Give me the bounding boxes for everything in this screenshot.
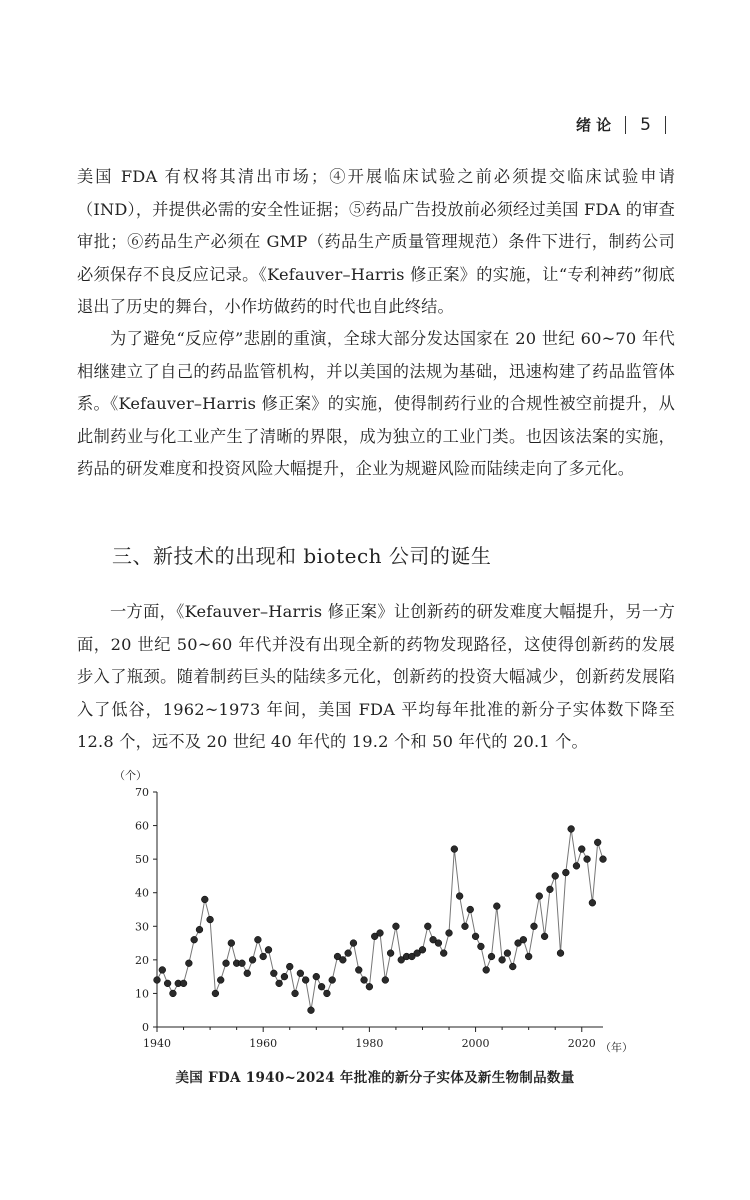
data-point — [276, 980, 283, 987]
data-point — [191, 936, 198, 943]
chapter-title: 绪 论 — [575, 116, 612, 134]
x-tick-label: 2020 — [567, 1037, 596, 1050]
data-point — [339, 956, 346, 963]
data-point — [201, 896, 208, 903]
data-point — [244, 970, 251, 977]
paragraph-1: 美国 FDA 有权将其清出市场；④开展临床试验之前必须提交临床试验申请（IND），并提供必需的安全性证据；⑤药品广告投放前必须经过美国 FDA 的审查审批；⑥药品生产必须在 GMP（药品生产质量管理规范）条件下进行，制药公司必须保存不良反应记录。《Kefauver–Harris 修正案》的实施，让“专利神药”彻底退出了历史的舞台，小作坊做药的时代也自此终结。 — [77, 167, 675, 316]
series-line — [157, 829, 603, 1010]
data-point — [223, 960, 230, 967]
data-point — [292, 990, 299, 997]
paragraph-3: 一方面，《Kefauver–Harris 修正案》让创新药的研发难度大幅提升，另一方面，20 世纪 50~60 年代并没有出现全新的药物发现路径，这使得创新药的发展步入了瓶颈。随着制药巨头的陆续多元化，创新药的投资大幅减少，创新药发展陷入了低谷，1962~1973 年间，美国 FDA 平均每年批准的新分子实体数下降至 12.8 个，远不及 20 世纪 40 年代的 19.2 个和 50 年代的 20.1 个。 — [77, 602, 675, 751]
data-point — [589, 899, 596, 906]
data-point — [483, 967, 490, 974]
y-tick-label: 20 — [135, 953, 149, 967]
data-point — [600, 856, 607, 863]
data-point — [350, 940, 357, 947]
data-point — [313, 973, 320, 980]
data-point — [520, 936, 527, 943]
data-point — [154, 977, 161, 984]
data-point — [525, 953, 532, 960]
data-point — [212, 990, 219, 997]
data-point — [180, 980, 187, 987]
data-point — [207, 916, 214, 923]
data-point — [393, 923, 400, 930]
y-tick-label: 0 — [142, 1021, 149, 1034]
data-point — [419, 946, 426, 953]
section-title: 三、新技术的出现和 biotech 公司的诞生 — [112, 544, 492, 568]
data-point — [493, 903, 500, 910]
header-divider-right — [665, 116, 666, 134]
data-point — [440, 950, 447, 957]
y-axis-label: （个） — [114, 769, 147, 782]
data-point — [297, 970, 304, 977]
x-tick-label: 1960 — [249, 1037, 278, 1050]
x-tick-label: 1980 — [355, 1037, 384, 1050]
data-point — [536, 893, 543, 900]
data-point — [557, 950, 564, 957]
data-point — [562, 869, 569, 876]
header-divider — [625, 116, 626, 134]
data-point — [185, 960, 192, 967]
data-point — [159, 967, 166, 974]
data-point — [366, 983, 373, 990]
data-point — [472, 933, 479, 940]
data-point — [499, 956, 506, 963]
data-point — [568, 826, 575, 833]
data-point — [302, 977, 309, 984]
data-point — [254, 936, 261, 943]
data-point — [578, 846, 585, 853]
data-point — [504, 950, 511, 957]
data-point — [541, 933, 548, 940]
data-point — [477, 943, 484, 950]
data-point — [509, 963, 516, 970]
data-point — [467, 906, 474, 913]
data-point — [424, 923, 431, 930]
data-point — [573, 862, 580, 869]
data-point — [456, 893, 463, 900]
data-point — [318, 983, 325, 990]
data-point — [488, 953, 495, 960]
data-point — [308, 1007, 315, 1014]
data-point — [531, 923, 538, 930]
y-tick-label: 40 — [135, 886, 149, 900]
x-tick-label: 2000 — [461, 1037, 490, 1050]
data-point — [228, 940, 235, 947]
y-tick-label: 70 — [135, 786, 149, 799]
data-point — [265, 946, 272, 953]
data-point — [361, 977, 368, 984]
data-point — [239, 960, 246, 967]
data-point — [584, 856, 591, 863]
paragraph-2: 为了避免“反应停”悲剧的重演，全球大部分发达国家在 20 世纪 60~70 年代相继建立了自己的药品监管机构，并以美国的法规为基础，迅速构建了药品监管体系。《Kefauver–Harris 修正案》的实施，使得制药行业的合规性被空前提升，从此制药业与化工业产生了清晰的界限，成为独立的工业门类。也因该法案的实施，药品的研发难度和投资风险大幅提升，企业为规避风险而陆续走向了多元化。 — [77, 329, 675, 478]
data-point — [217, 977, 224, 984]
y-tick-label: 30 — [135, 920, 149, 934]
data-point — [446, 930, 453, 937]
data-point — [382, 977, 389, 984]
data-point — [345, 950, 352, 957]
data-point — [329, 977, 336, 984]
data-point — [249, 956, 256, 963]
data-point — [281, 973, 288, 980]
running-header — [576, 114, 680, 135]
data-point — [196, 926, 203, 933]
x-tick-label: 1940 — [143, 1037, 171, 1050]
data-point — [451, 846, 458, 853]
data-point — [547, 886, 554, 893]
data-point — [387, 950, 394, 957]
figure-caption: 美国 FDA 1940~2024 年批准的新分子实体及新生物制品数量 — [175, 1070, 575, 1086]
page-number: 5 — [640, 114, 651, 135]
data-point — [270, 970, 277, 977]
y-tick-label: 60 — [135, 819, 149, 833]
data-point — [260, 953, 267, 960]
data-point — [462, 923, 469, 930]
data-point — [377, 930, 384, 937]
data-point — [552, 873, 559, 880]
data-point — [324, 990, 331, 997]
data-point — [594, 839, 601, 846]
x-axis-label: （年） — [600, 1041, 633, 1054]
data-point — [355, 967, 362, 974]
data-point — [435, 940, 442, 947]
y-tick-label: 10 — [135, 987, 149, 1001]
y-tick-label: 50 — [135, 853, 149, 867]
data-point — [164, 980, 171, 987]
data-point — [170, 990, 177, 997]
line-chart — [100, 764, 640, 1059]
data-point — [286, 963, 293, 970]
